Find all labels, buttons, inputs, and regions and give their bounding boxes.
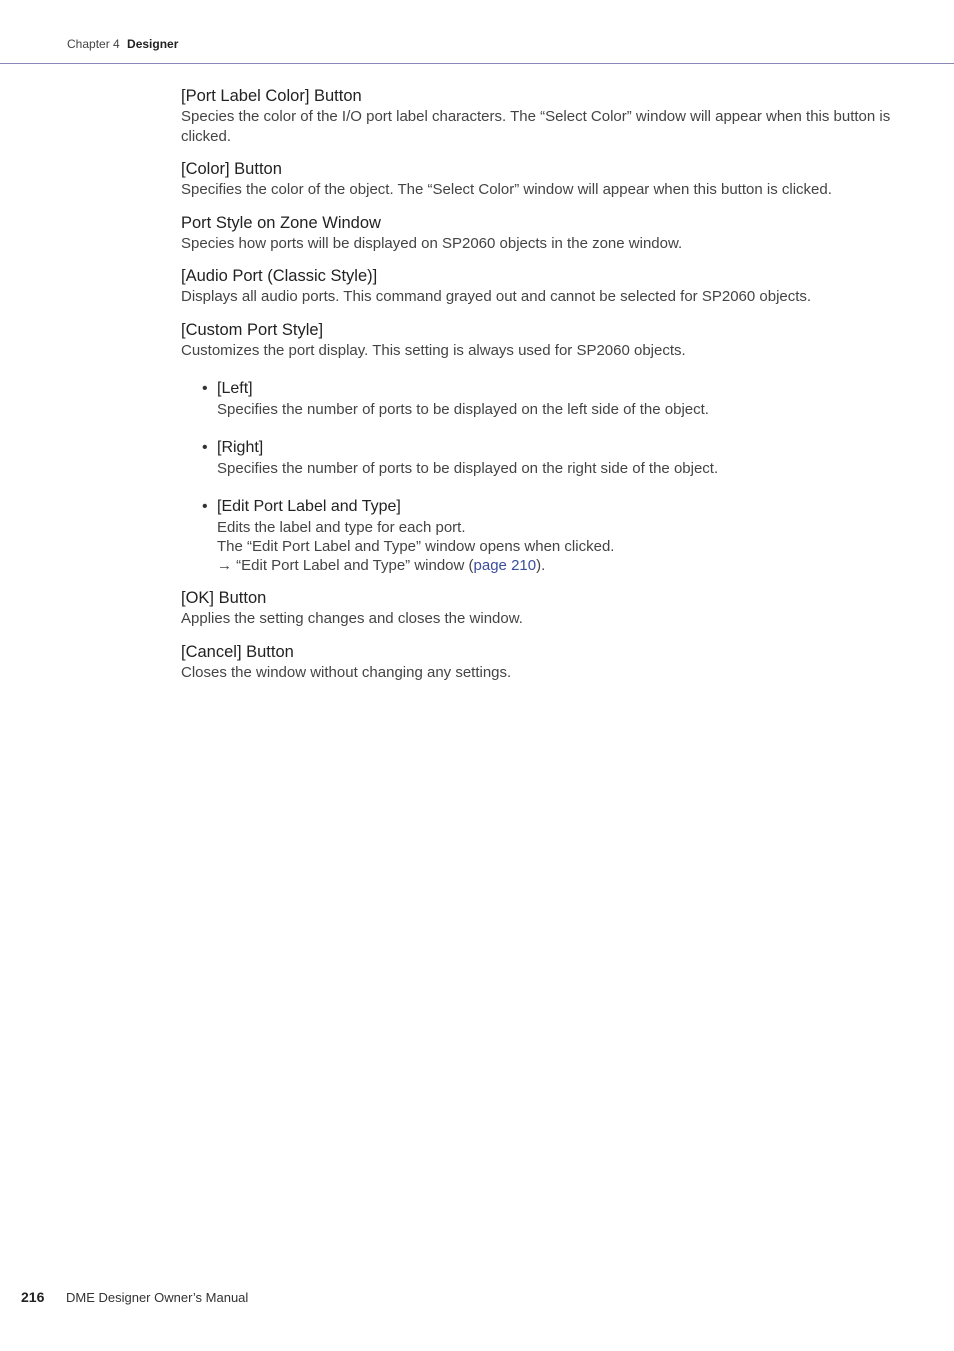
bullet-item-right (202, 437, 901, 478)
section-ok-button (181, 587, 901, 629)
section-port-style-on-zone-window (181, 212, 901, 254)
bullet-description: The “Edit Port Label and Type” window opens when clicked. (217, 538, 615, 555)
section-title: [Audio Port (Classic Style)] (181, 267, 378, 285)
section-title: [Custom Port Style] (181, 320, 324, 339)
section-title: [Cancel] Button (181, 642, 294, 661)
chapter-label: Chapter 4 (67, 37, 120, 51)
section-description: Species how ports will be displayed on SP2060 objects in the zone window. (181, 234, 683, 252)
bullet-description: Specifies the number of ports to be displayed on the left side of the object. (217, 401, 709, 418)
section-title: Port Style on Zone Window (181, 213, 381, 232)
section-description: Species the color of the I/O port label characters. The “Select Color” window will appear when this button is clicked. (181, 108, 891, 145)
section-color-button (181, 158, 901, 200)
section-description: Applies the setting changes and closes the window. (181, 610, 523, 627)
section-description: Customizes the port display. This setting is always used for SP2060 objects. (181, 341, 686, 359)
bullet-dot: • (202, 439, 208, 456)
bullet-item-left (202, 378, 901, 419)
section-description: Closes the window without changing any settings. (181, 663, 512, 681)
section-audio-port-classic-style (181, 265, 901, 307)
section-title: [Port Label Color] Button (181, 87, 362, 105)
page-content (181, 85, 901, 694)
section-description: Specifies the color of the object. The “Select Color” window will appear when this button is clicked. (181, 181, 832, 198)
page-footer (21, 1289, 248, 1305)
section-custom-port-style (181, 319, 901, 576)
page-number: 216 (21, 1289, 45, 1305)
cross-reference (217, 556, 901, 575)
page-link[interactable]: page 210 (473, 557, 537, 574)
bullet-title: [Right] (217, 439, 264, 456)
bullet-description: Specifies the number of ports to be displayed on the right side of the object. (217, 460, 719, 477)
section-cancel-button (181, 641, 901, 683)
bullet-dot: • (202, 498, 208, 515)
cross-reference-prefix: → “Edit Port Label and Type” window ( (217, 557, 474, 574)
bullet-dot: • (202, 380, 208, 397)
cross-reference-suffix: ). (536, 557, 546, 574)
section-title: [OK] Button (181, 589, 267, 607)
bullet-item-edit-port-label-and-type (202, 496, 901, 575)
section-port-label-color-button (181, 85, 901, 146)
bullet-title: [Edit Port Label and Type] (217, 498, 401, 515)
chapter-title: Designer (127, 37, 179, 51)
bullet-description: Edits the label and type for each port. (217, 519, 466, 536)
bullet-title: [Left] (217, 380, 253, 397)
header-divider (0, 63, 954, 64)
running-header (67, 37, 178, 51)
section-title: [Color] Button (181, 160, 282, 178)
section-description: Displays all audio ports. This command grayed out and cannot be selected for SP2060 objects. (181, 288, 812, 305)
manual-title: DME Designer Owner’s Manual (65, 1290, 249, 1305)
